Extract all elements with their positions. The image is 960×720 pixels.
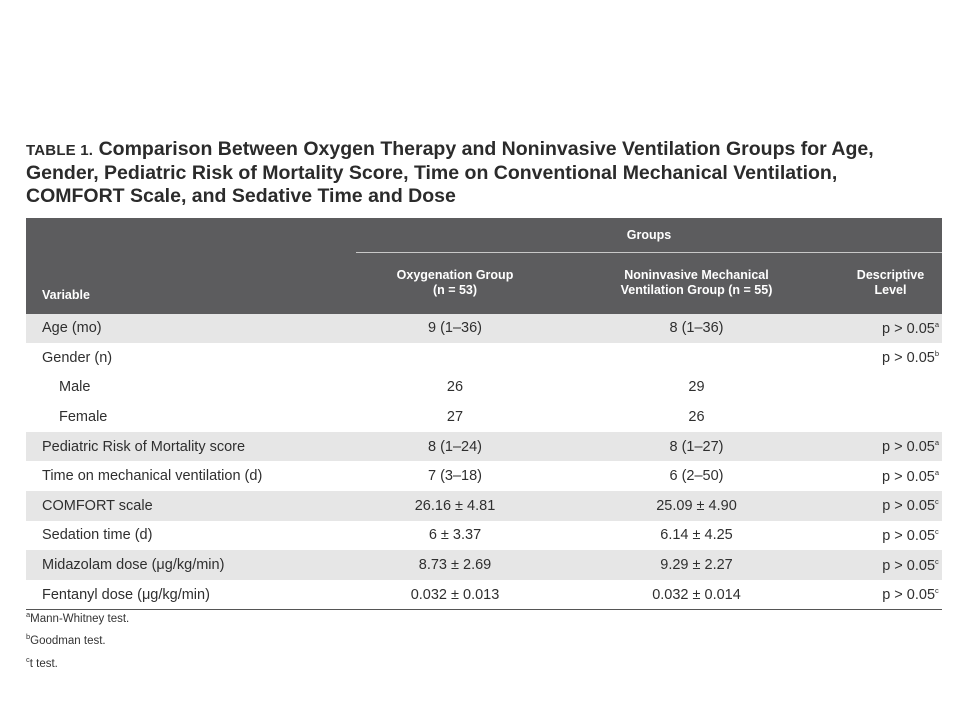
row-variable: Midazolam dose (μg/kg/min) — [26, 550, 356, 580]
niv-group-header: Noninvasive Mechanical Ventilation Group (n = 55) — [554, 253, 839, 314]
table-row — [26, 461, 942, 491]
row-niv-value: 6.14 ± 4.25 — [660, 527, 733, 544]
table-row — [26, 402, 942, 432]
oxygenation-group-header: Oxygenation Group (n = 53) — [356, 253, 554, 314]
row-oxygenation-value: 0.032 ± 0.013 — [356, 580, 554, 610]
row-oxygenation-value: 26 — [446, 379, 464, 396]
row-niv-value: 9.29 ± 2.27 — [554, 550, 839, 580]
row-p-value: p > 0.05$^c$ — [839, 550, 942, 580]
row-variable: Gender (n) — [42, 349, 113, 366]
row-oxygenation-value: 8.73 ± 2.69 — [356, 550, 554, 580]
row-p-value — [839, 373, 942, 403]
row-variable: Female — [59, 409, 108, 426]
table-title: Comparison Between Oxygen Therapy and Noninvasive Ventilation Groups for Age, Gender, Pediatric Risk of Mortality Score, Time on Conventional Mechanical Ventilation, COMFORT Scale, and Sedative Time and Dose — [26, 138, 874, 207]
descriptive-level-header: Descriptive Level — [839, 253, 942, 314]
row-p-value: p > 0.05$^a$ — [882, 467, 939, 485]
table-row — [26, 373, 942, 403]
groups-header: Groups — [356, 218, 942, 253]
row-niv-value: 0.032 ± 0.014 — [554, 580, 839, 610]
table-row — [26, 343, 942, 373]
row-variable: Age (mo) — [26, 314, 356, 344]
row-oxygenation-value: 8 (1–24) — [356, 432, 554, 462]
comparison-table — [26, 218, 942, 610]
row-p-value: p > 0.05$^a$ — [839, 432, 942, 462]
row-niv-value — [554, 343, 839, 373]
row-p-value: p > 0.05$^c$ — [839, 491, 942, 521]
row-niv-value: 6 (2–50) — [669, 468, 724, 485]
row-oxygenation-value: 6 ± 3.37 — [428, 527, 482, 544]
row-p-value — [839, 402, 942, 432]
row-niv-value: 25.09 ± 4.90 — [554, 491, 839, 521]
table-row — [26, 491, 942, 521]
row-p-value: p > 0.05$^b$ — [882, 349, 939, 367]
table-label: TABLE 1. — [26, 142, 94, 159]
table-footnotes — [26, 606, 129, 673]
row-niv-value: 8 (1–36) — [554, 314, 839, 344]
table-row — [26, 314, 942, 344]
footnote: $^b$Goodman test. — [26, 632, 106, 648]
variable-header: Variable — [26, 253, 356, 314]
table-row — [26, 550, 942, 580]
row-variable: COMFORT scale — [26, 491, 356, 521]
row-p-value: p > 0.05$^a$ — [839, 314, 942, 344]
row-niv-value: 8 (1–27) — [554, 432, 839, 462]
row-oxygenation-value: 27 — [446, 409, 464, 426]
row-oxygenation-value: 9 (1–36) — [356, 314, 554, 344]
row-variable: Male — [59, 379, 91, 396]
table-row — [26, 432, 942, 462]
row-oxygenation-value: 26.16 ± 4.81 — [356, 491, 554, 521]
row-niv-value: 26 — [688, 409, 705, 426]
table-caption — [26, 138, 936, 208]
row-variable: Sedation time (d) — [42, 527, 153, 544]
row-p-value: p > 0.05$^c$ — [839, 580, 942, 610]
row-oxygenation-value: 7 (3–18) — [427, 468, 482, 485]
footnote: $^a$Mann-Whitney test. — [26, 610, 130, 625]
header-spacer — [26, 218, 356, 253]
row-variable: Pediatric Risk of Mortality score — [26, 432, 356, 462]
table-row — [26, 580, 942, 610]
row-niv-value: 29 — [688, 379, 705, 396]
row-oxygenation-value — [356, 343, 554, 373]
data-table-container — [26, 218, 942, 610]
row-variable: Fentanyl dose (μg/kg/min) — [26, 580, 356, 610]
footnote: $^c$t test. — [26, 654, 58, 670]
table-row — [26, 521, 942, 551]
row-p-value: p > 0.05$^c$ — [882, 527, 939, 544]
row-variable: Time on mechanical ventilation (d) — [42, 468, 263, 485]
